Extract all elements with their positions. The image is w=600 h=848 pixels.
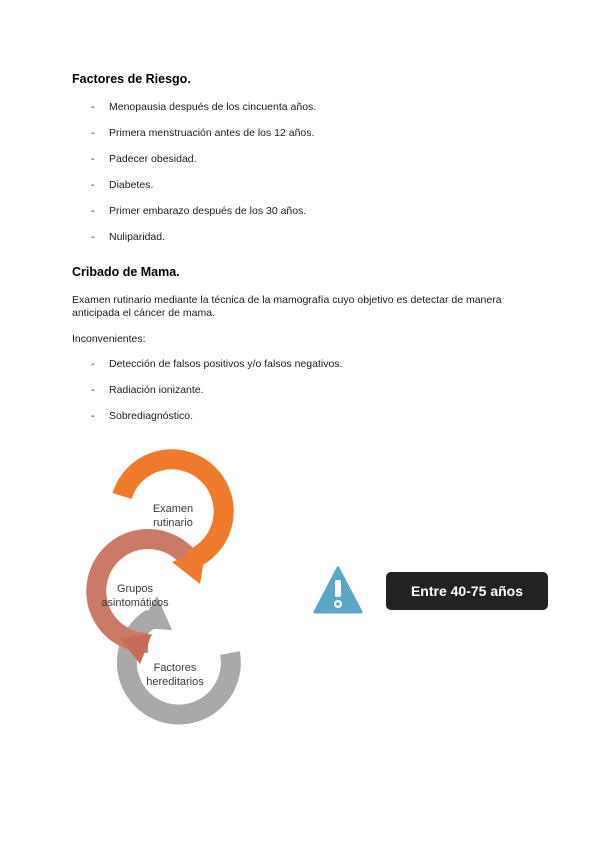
list-item: - Diabetes. (91, 179, 154, 191)
step-hereditary-label: Factores hereditarios (146, 662, 204, 688)
list-item: - Sobrediagnóstico. (91, 410, 194, 422)
list-item: - Detección de falsos positivos y/o falsos negativos. (91, 358, 343, 370)
screening-heading: Cribado de Mama. (72, 265, 180, 279)
list-item: - Nuliparidad. (91, 231, 166, 243)
warning-icon (313, 566, 363, 614)
step-exam-label: Examen rutinario (152, 503, 194, 529)
drawbacks-list (72, 357, 552, 435)
age-range-badge: Entre 40-75 años (386, 572, 548, 610)
list-item: - Primer embarazo después de los 30 años. (91, 205, 307, 217)
drawbacks-label: Inconvenientes: (72, 333, 146, 345)
risk-factors-heading: Factores de Riesgo. (72, 72, 191, 86)
list-item: - Primera menstruación antes de los 12 años. (91, 127, 315, 139)
screening-description: Examen rutinario mediante la técnica de la mamografía cuyo objetivo es detectar de manera anticipada el cáncer de mama. (72, 294, 502, 319)
list-item: - Padecer obesidad. (91, 153, 197, 165)
list-item: - Radiación ionizante. (91, 384, 204, 396)
screening-cycle-diagram (60, 448, 260, 748)
risk-factors-list (72, 100, 552, 256)
list-item: - Menopausia después de los cincuenta años. (91, 101, 317, 113)
step-groups-label: Grupos asintomáticos (101, 583, 169, 609)
